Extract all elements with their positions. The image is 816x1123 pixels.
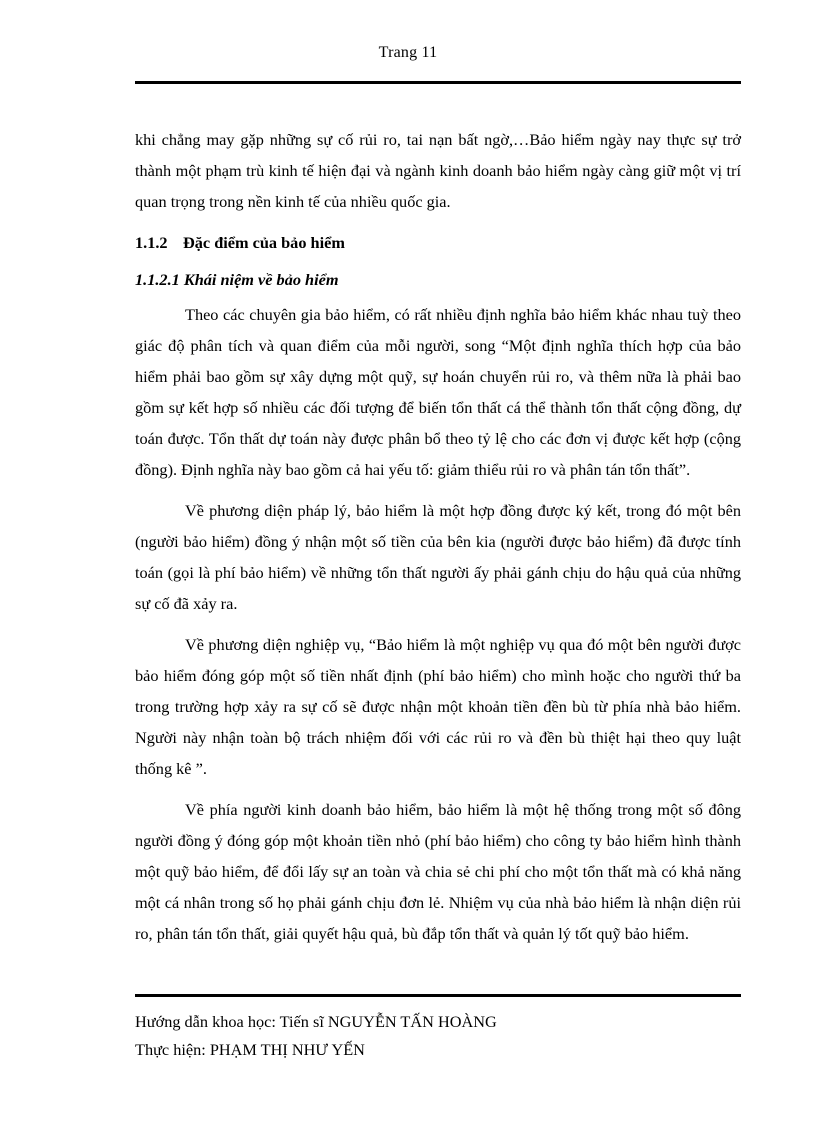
section-number: 1.1.2 [135, 233, 168, 252]
subsection-heading: 1.1.2.1 Khái niệm về bảo hiểm [135, 270, 339, 289]
paragraph-definition-operational: Về phương diện nghiệp vụ, “Bảo hiểm là một nghiệp vụ qua đó một bên người được bảo hiểm đóng góp một số tiền nhất định (phí bảo hiểm) cho mình hoặc cho người thứ ba trong trường hợp xảy ra sự cố sẽ được nhận một khoản tiền đền bù từ phía nhà bảo hiểm. Người này nhận toàn bộ trách nhiệm đối với các rủi ro và đền bù thiệt hại theo quy luật thống kê ”. [135, 635, 741, 778]
paragraph-definition-experts: Theo các chuyên gia bảo hiểm, có rất nhiều định nghĩa bảo hiểm khác nhau tuỳ theo giác độ phân tích và quan điểm của mỗi người, song “Một định nghĩa thích hợp của bảo hiểm phải bao gồm sự xây dựng một quỹ, sự hoán chuyển rủi ro, và thêm nữa là phải bao gồm sự kết hợp số nhiều các đối tượng để biến tổn thất cá thể thành tổn thất cộng đồng, dự toán được. Tổn thất dự toán này được phân bổ theo tỷ lệ cho các đơn vị được kết hợp (cộng đồng). Định nghĩa này bao gồm cả hai yếu tố: giảm thiểu rủi ro và phân tán tổn thất”. [135, 305, 741, 479]
section-title: Đặc điểm của bảo hiểm [183, 233, 345, 252]
paragraph-definition-legal: Về phương diện pháp lý, bảo hiểm là một hợp đồng được ký kết, trong đó một bên (người bảo hiểm) đồng ý nhận một số tiền của bên kia (người được bảo hiểm) đã được tính toán (gọi là phí bảo hiểm) về những tổn thất người ấy phải gánh chịu do hậu quả của những sự cố đã xảy ra. [135, 501, 741, 613]
section-heading [135, 227, 741, 258]
footer-rule [135, 994, 741, 997]
page-header: Trang 11 [378, 44, 438, 61]
page-footer [135, 1008, 497, 1064]
paragraph-definition-business: Về phía người kinh doanh bảo hiểm, bảo hiểm là một hệ thống trong một số đông người đồng ý đóng góp một khoản tiền nhỏ (phí bảo hiểm) cho công ty bảo hiểm hình thành một quỹ bảo hiểm, để đổi lấy sự an toàn và chia sẻ chi phí cho một tổn thất mà có khả năng một cá nhân trong số họ phải gánh chịu đơn lẻ. Nhiệm vụ của nhà bảo hiểm là nhận diện rủi ro, phân tán tổn thất, giải quyết hậu quả, bù đắp tổn thất và quản lý tốt quỹ bảo hiểm. [135, 800, 741, 943]
page-body [135, 124, 741, 949]
header-rule [135, 81, 741, 84]
footer-advisor: Hướng dẫn khoa học: Tiến sĩ NGUYỄN TẤN HOÀNG [135, 1012, 497, 1031]
footer-author: Thực hiện: PHẠM THỊ NHƯ YẾN [135, 1040, 365, 1059]
paragraph-continuation: khi chẳng may gặp những sự cố rủi ro, tai nạn bất ngờ,…Bảo hiểm ngày nay thực sự trở thành một phạm trù kinh tế hiện đại và ngành kinh doanh bảo hiểm ngày càng giữ một vị trí quan trọng trong nền kinh tế của nhiều quốc gia. [135, 130, 741, 211]
